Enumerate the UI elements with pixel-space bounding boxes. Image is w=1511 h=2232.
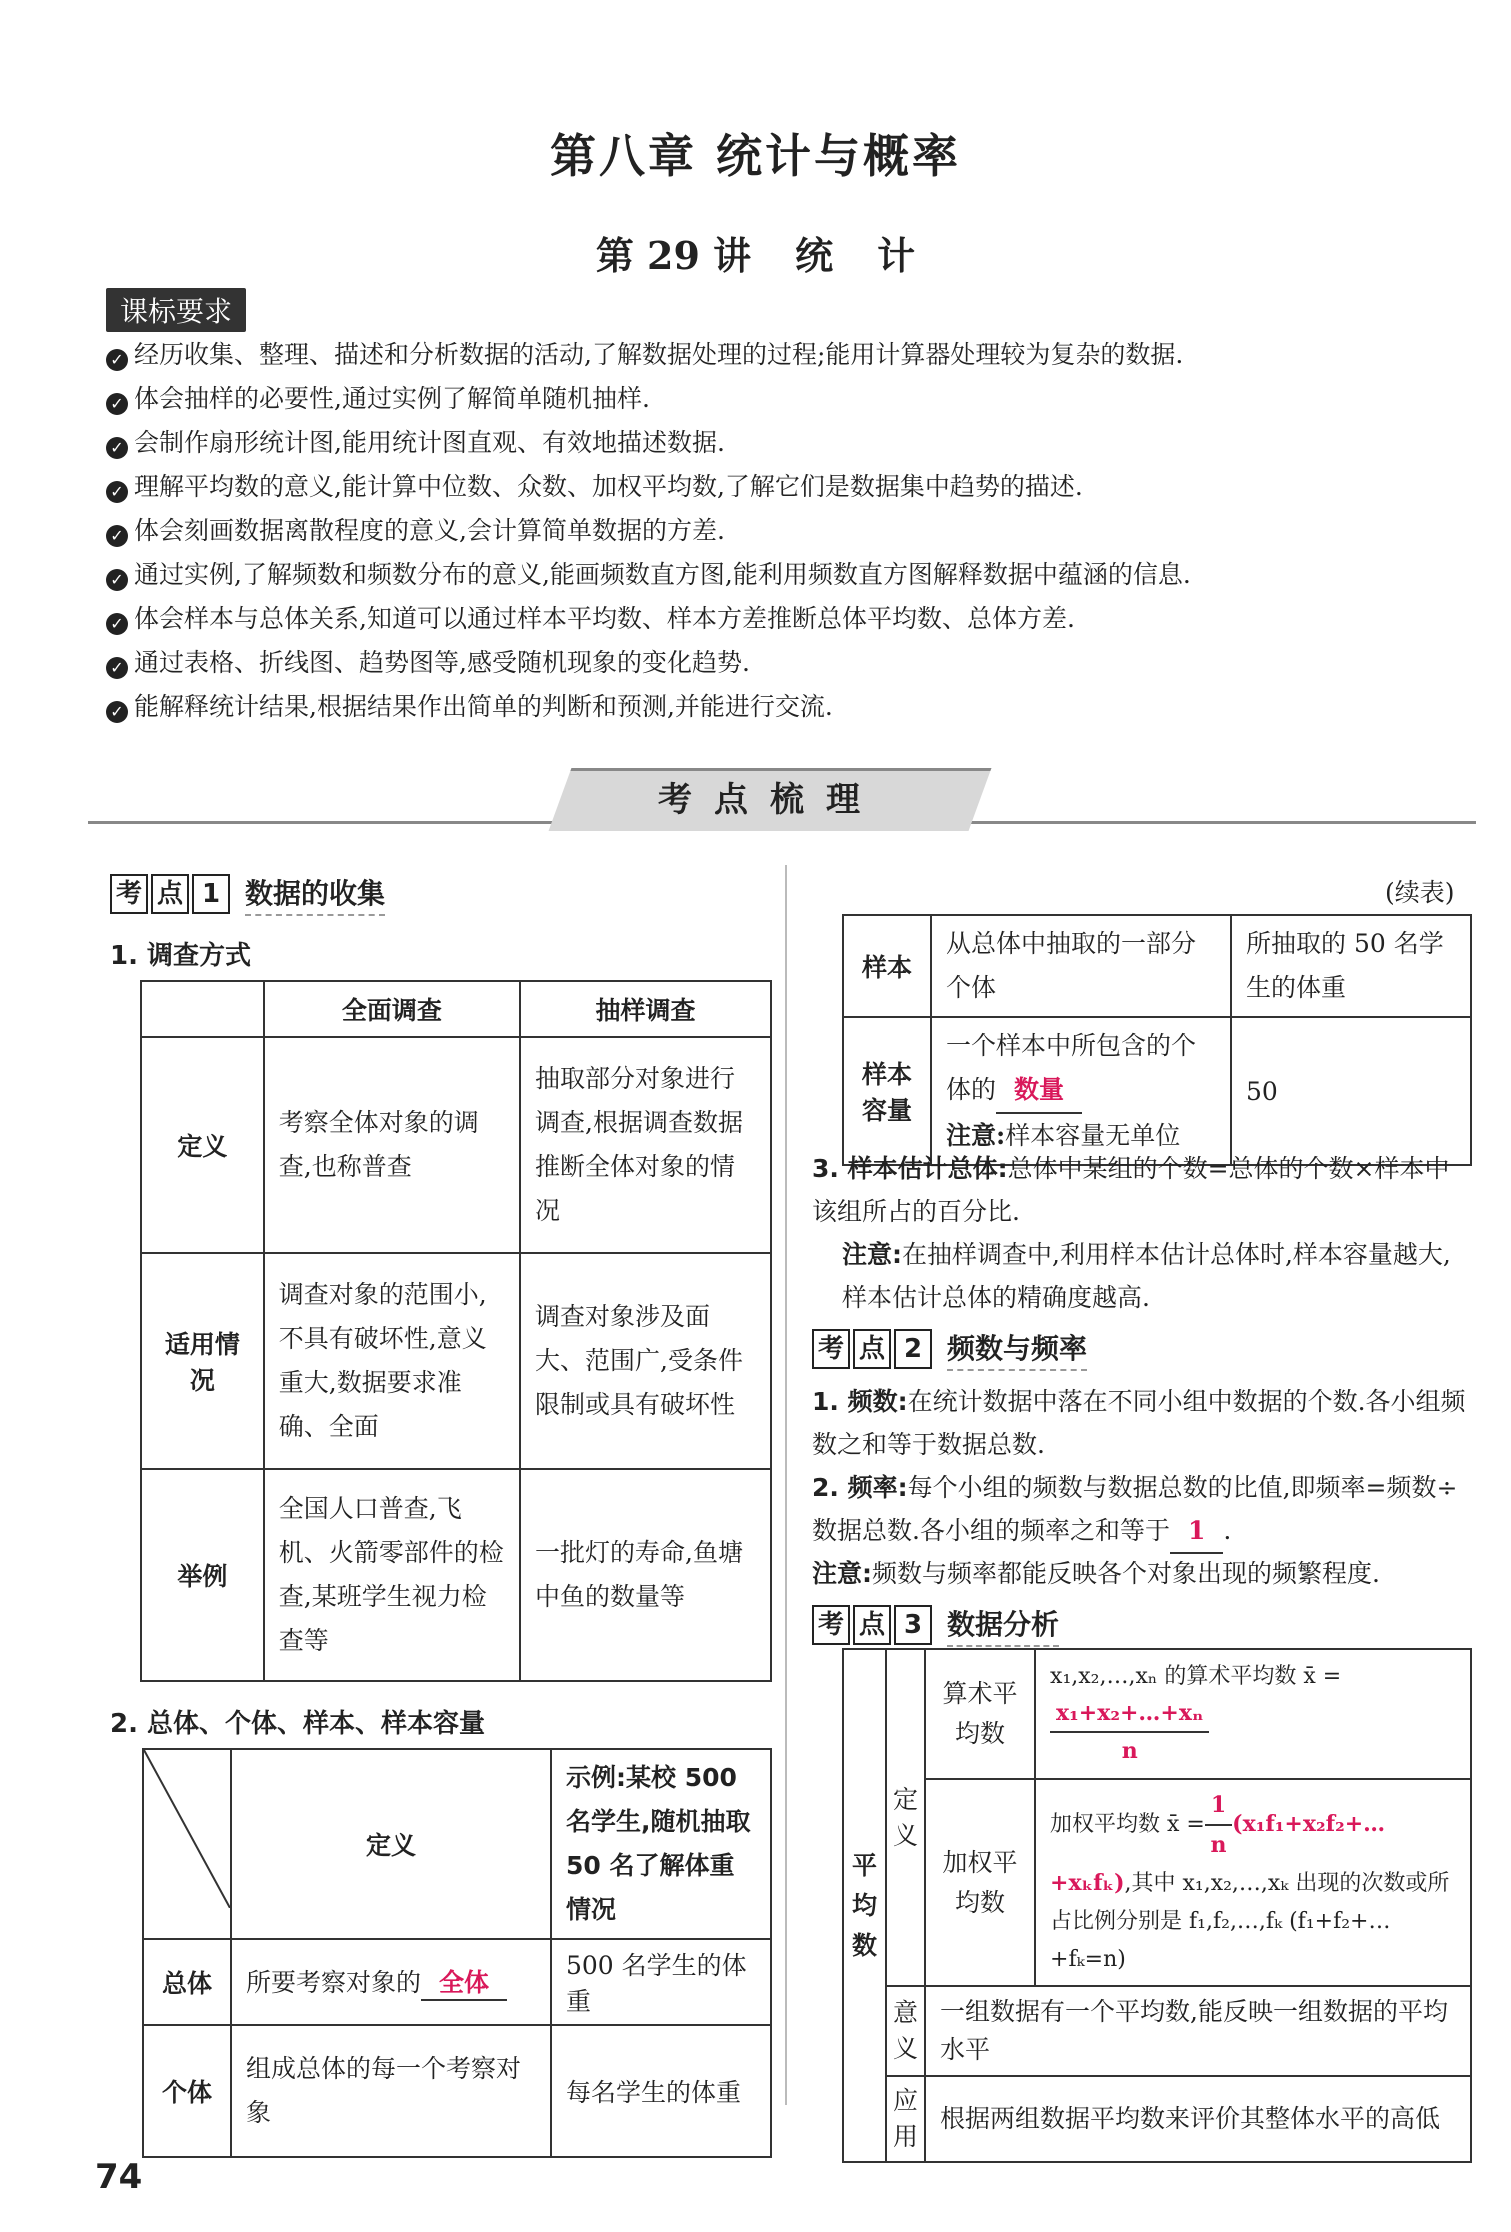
concept-row-label: 总体 (143, 1939, 231, 2025)
survey-cell: 调查对象的范围小,不具有破坏性,意义重大,数据要求准确、全面 (264, 1253, 520, 1469)
requirement-item: ✓ 体会样本与总体关系,知道可以通过样本平均数、样本方差推断总体平均数、总体方差. (106, 597, 1436, 641)
answer-blank: 数量 (996, 1068, 1082, 1114)
survey-row-label: 举例 (141, 1469, 264, 1681)
concept-table (142, 1748, 772, 2158)
survey-corner (141, 981, 264, 1037)
weighted-label: 加权平均数 (925, 1779, 1035, 1986)
weighted-formula: 加权平均数 x̄ = $\frac{1}{n}$ (x₁f₁+x₂f₂+…+xₖfₖ),其中 x₁,x₂,…,xₖ 出现的次数或所占比例分别是 f₁,f₂,…,fₖ (f₁+f₂+…+fₖ=n) (1035, 1779, 1471, 1986)
requirements-badge: 课标要求 (106, 288, 246, 332)
check-icon: ✓ (106, 349, 128, 371)
check-icon: ✓ (106, 657, 128, 679)
requirement-item: ✓ 体会抽样的必要性,通过实例了解简单随机抽样. (106, 377, 1436, 421)
kp2-frequency-rate: 2. 频率:每个小组的频数与数据总数的比值,即频率=频数÷数据总数.各小组的频率之和等于 1 . (812, 1466, 1472, 1554)
kp3-box-dian: 点 (853, 1605, 891, 1645)
lesson-word-a: 统 (795, 233, 834, 278)
check-icon: ✓ (106, 525, 128, 547)
survey-cell: 全国人口普查,飞机、火箭零部件的检查,某班学生视力检查等 (264, 1469, 520, 1681)
weighted-fraction: $\frac{1}{n}$ (1205, 1786, 1232, 1864)
check-icon: ✓ (106, 393, 128, 415)
survey-row-label: 定义 (141, 1037, 264, 1253)
survey-cell: 一批灯的寿命,鱼塘中鱼的数量等 (520, 1469, 771, 1681)
chapter-title: 第八章 统计与概率 (549, 129, 961, 183)
requirement-item: ✓ 通过表格、折线图、趋势图等,感受随机现象的变化趋势. (106, 641, 1436, 685)
check-icon: ✓ (106, 613, 128, 635)
answer-blank: 1 (1170, 1509, 1223, 1554)
apply-text: 根据两组数据平均数来评价其整体水平的高低 (925, 2076, 1471, 2162)
concept-col-example: 示例:某校 500 名学生,随机抽取 50 名了解体重情况 (551, 1749, 771, 1939)
kp2-number: 2 (894, 1329, 932, 1369)
survey-col-sample: 抽样调查 (520, 981, 771, 1037)
survey-row-label: 适用情况 (141, 1253, 264, 1469)
kp1-heading (110, 872, 385, 916)
requirement-item: ✓ 能解释统计结果,根据结果作出简单的判断和预测,并能进行交流. (106, 685, 1436, 729)
check-icon: ✓ (106, 481, 128, 503)
concept-corner (143, 1749, 231, 1939)
lesson-number: 第 29 讲 (595, 233, 752, 278)
cont-cell: 一个样本中所包含的个体的 数量 注意:样本容量无单位 (931, 1017, 1231, 1165)
survey-col-full: 全面调查 (264, 981, 520, 1037)
meaning-label: 意义 (886, 1986, 925, 2076)
requirements-list (106, 333, 1436, 729)
answer-blank: 全体 (421, 1963, 507, 2001)
corner-diagonal (144, 1750, 230, 1908)
kp2-frequency-count: 1. 频数:在统计数据中落在不同小组中数据的个数.各小组频数之和等于数据总数. (812, 1387, 1466, 1459)
concept-col-def: 定义 (231, 1749, 551, 1939)
cont-row-label: 样本容量 (843, 1017, 931, 1165)
q1-title: 1. 调查方式 (110, 941, 252, 971)
page-number: 74 (95, 2157, 143, 2197)
cont-cell: 50 (1231, 1017, 1471, 1165)
kp2-heading (812, 1327, 1087, 1371)
concept-cell: 所要考察对象的 全体 (231, 1939, 551, 2025)
requirement-item: ✓ 体会刻画数据离散程度的意义,会计算简单数据的方差. (106, 509, 1436, 553)
analysis-group-label: 平均数 (843, 1649, 886, 2162)
column-divider (785, 865, 787, 2105)
kp3-title: 数据分析 (947, 1603, 1059, 1647)
cont-cell: 从总体中抽取的一部分个体 (931, 915, 1231, 1017)
check-icon: ✓ (106, 701, 128, 723)
lesson-word-b: 计 (877, 233, 916, 278)
survey-cell: 抽取部分对象进行调查,根据调查数据推断全体对象的情况 (520, 1037, 771, 1253)
kp1-number: 1 (192, 874, 230, 914)
concept-cell: 组成总体的每一个考察对象 (231, 2025, 551, 2157)
arith-fraction: $\frac{\text{x₁+x₂+…+xₙ}}{n}$ (1050, 1695, 1209, 1769)
apply-label: 应用 (886, 2076, 925, 2162)
arith-formula: x₁,x₂,…,xₙ 的算术平均数 x̄ = $\frac{\text{x₁+x₂+…+xₙ}}{n}$ (1035, 1649, 1471, 1779)
concept-cell: 500 名学生的体重 (551, 1939, 771, 2025)
arith-label: 算术平均数 (925, 1649, 1035, 1779)
lesson-title (0, 225, 1511, 280)
analysis-def-label: 定义 (886, 1649, 925, 1986)
kp3-box-kao: 考 (812, 1605, 850, 1645)
kp2-note: 注意:频数与频率都能反映各个对象出现的频繁程度. (812, 1559, 1380, 1588)
survey-cell: 调查对象涉及面大、范围广,受条件限制或具有破坏性 (520, 1253, 771, 1469)
q2-title: 2. 总体、个体、样本、样本容量 (110, 1709, 486, 1739)
meaning-text: 一组数据有一个平均数,能反映一组数据的平均水平 (925, 1986, 1471, 2076)
check-icon: ✓ (106, 437, 128, 459)
kp2-box-kao: 考 (812, 1329, 850, 1369)
continued-table (842, 914, 1472, 1166)
requirement-item: ✓ 通过实例,了解频数和频数分布的意义,能画频数直方图,能利用频数直方图解释数据中蕴涵的信息. (106, 553, 1436, 597)
survey-table (140, 980, 772, 1682)
continued-label: (续表) (1385, 878, 1455, 907)
concept-row-label: 个体 (143, 2025, 231, 2157)
check-icon: ✓ (106, 569, 128, 591)
kp1-title: 数据的收集 (245, 872, 385, 916)
q3-paragraph: 3. 样本估计总体:总体中某组的个数=总体的个数×样本中该组所占的百分比. (812, 1154, 1450, 1226)
kp1-box-dian: 点 (151, 874, 189, 914)
kp2-box-dian: 点 (853, 1329, 891, 1369)
kp2-title: 频数与频率 (947, 1327, 1087, 1371)
kp3-heading (812, 1603, 1059, 1647)
survey-cell: 考察全体对象的调查,也称普查 (264, 1037, 520, 1253)
analysis-table (842, 1648, 1472, 2163)
section-banner: 考点梳理 (658, 780, 882, 820)
kp1-box-kao: 考 (110, 874, 148, 914)
requirement-item: ✓ 经历收集、整理、描述和分析数据的活动,了解数据处理的过程;能用计算器处理较为复杂的数据. (106, 333, 1436, 377)
q3-note: 注意:在抽样调查中,利用样本估计总体时,样本容量越大,样本估计总体的精确度越高. (842, 1240, 1451, 1312)
concept-cell: 每名学生的体重 (551, 2025, 771, 2157)
requirement-item: ✓ 会制作扇形统计图,能用统计图直观、有效地描述数据. (106, 421, 1436, 465)
kp3-number: 3 (894, 1605, 932, 1645)
cont-cell: 所抽取的 50 名学生的体重 (1231, 915, 1471, 1017)
cont-row-label: 样本 (843, 915, 931, 1017)
requirement-item: ✓ 理解平均数的意义,能计算中位数、众数、加权平均数,了解它们是数据集中趋势的描述. (106, 465, 1436, 509)
